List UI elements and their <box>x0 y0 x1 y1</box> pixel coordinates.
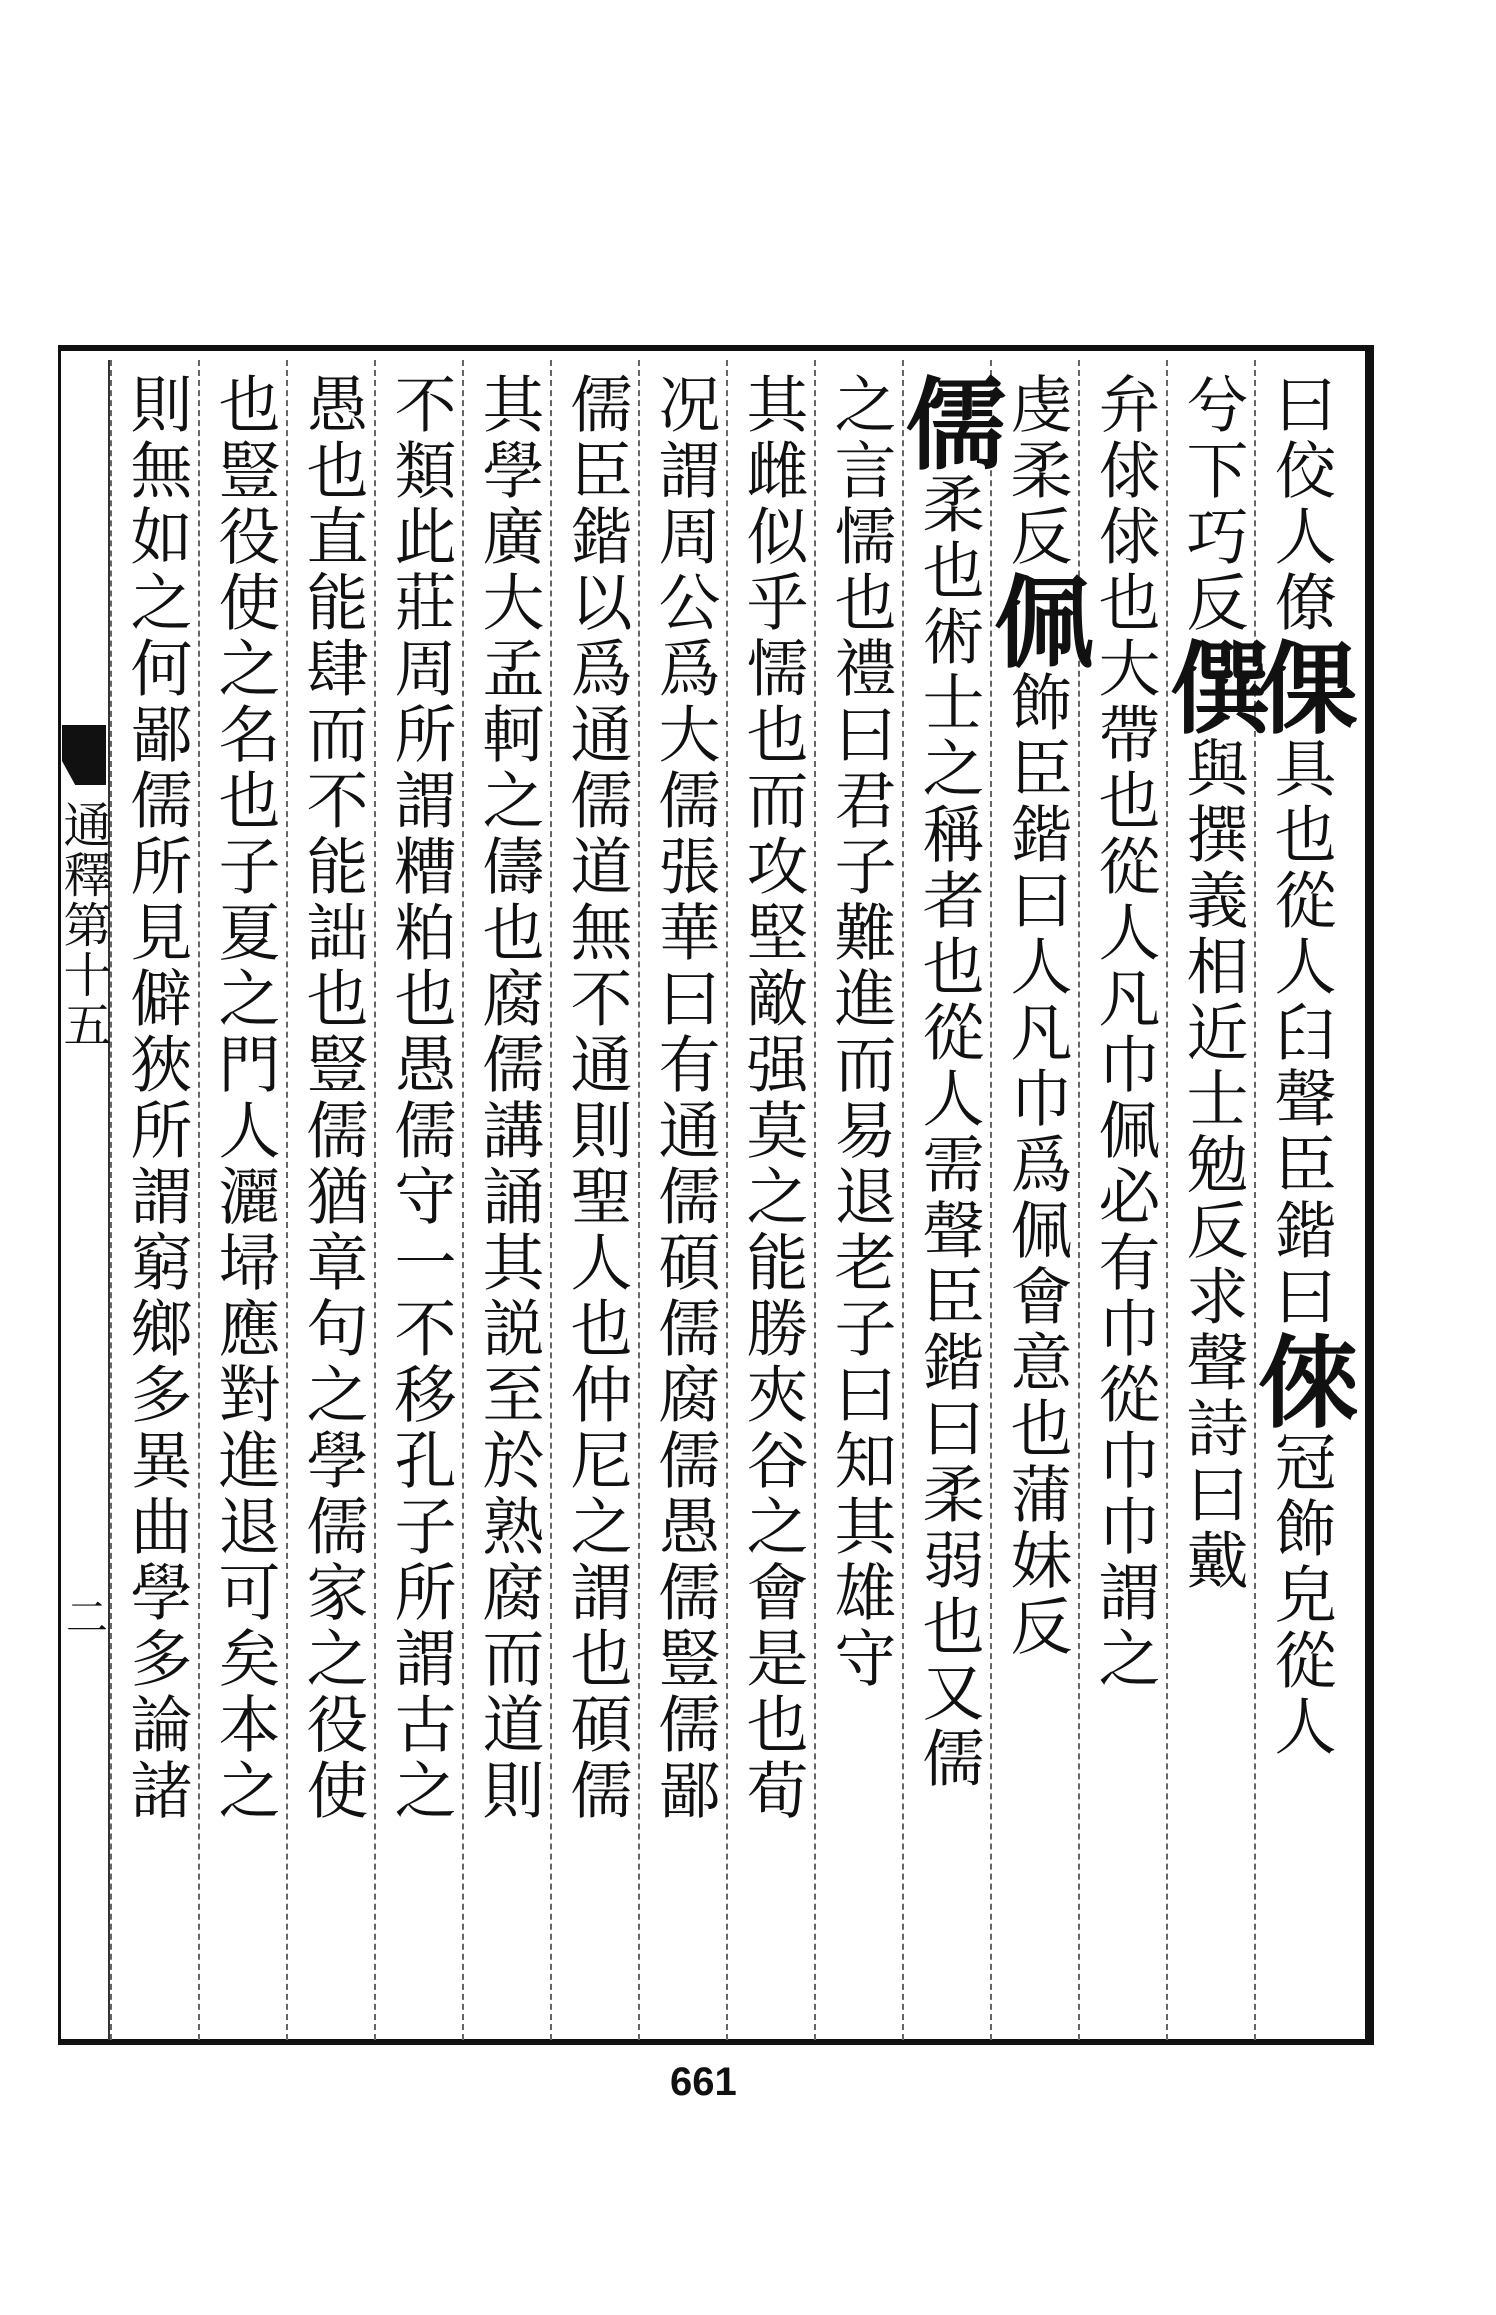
text-run: 虔柔反 <box>1000 372 1073 570</box>
fish-tail-mark <box>62 725 106 785</box>
text-run: 况謂周公爲大儒張華曰有通儒碩儒腐儒愚儒豎儒鄙 <box>648 372 721 1824</box>
headword-character: 儒 <box>889 372 1007 472</box>
text-block <box>108 360 1359 2040</box>
text-run: 兮下巧反 <box>1176 372 1249 636</box>
text-run: 其雌似乎懦也而攻堅敵强莫之能勝夾谷之會是也荀 <box>736 372 809 1824</box>
text-column <box>1153 360 1271 2040</box>
text-run: 也豎役使之名也子夏之門人灑埽應對進退可矣本之 <box>208 372 281 1824</box>
text-column <box>462 360 550 2040</box>
text-run: 冠飾皃從人 <box>1264 1430 1337 1760</box>
headword-character: 倈 <box>1241 1330 1359 1430</box>
text-run: 求聲詩曰戴 <box>1176 1264 1249 1594</box>
text-run: 與撰義相近士勉反 <box>1176 736 1249 1264</box>
text-run: 大帶也從人凡巾佩必有巾從巾巾謂之 <box>1088 636 1161 1692</box>
text-run: 不類此莊周所謂糟粕也愚儒守一不移孔子所謂古之 <box>384 372 457 1824</box>
fold-title: 通釋第十五 <box>55 800 111 1050</box>
text-run: 儒臣鍇以爲通儒道無不通則聖人也仲尼之謂也碩儒 <box>560 372 633 1824</box>
fold-margin <box>55 360 111 2040</box>
text-column <box>814 360 902 2040</box>
text-run: 具也從人𦥑聲臣鍇曰 <box>1264 736 1337 1330</box>
text-run: 弁俅俅也 <box>1088 372 1161 636</box>
text-column <box>286 360 374 2040</box>
headword-character: 佩 <box>977 570 1095 670</box>
text-column <box>110 360 198 2040</box>
text-column <box>198 360 286 2040</box>
text-run: 之言懦也禮曰君子難進而易退老子曰知其雄守 <box>824 372 897 1692</box>
text-column <box>889 360 1007 2040</box>
text-column <box>726 360 814 2040</box>
text-run: 愚也直能肆而不能詘也豎儒猶章句之學儒家之役使 <box>296 372 369 1824</box>
text-run: 柔也術士之稱者也從人需聲臣鍇曰柔弱也又儒 <box>912 472 985 1792</box>
page-number: 661 <box>670 2060 737 2104</box>
text-column <box>977 360 1095 2040</box>
text-column <box>638 360 726 2040</box>
text-column <box>550 360 638 2040</box>
text-run: 曰佼人僚 <box>1264 372 1337 636</box>
headword-character: 倮 <box>1241 636 1359 736</box>
fold-folio-number: 二 <box>60 1595 109 1637</box>
text-column <box>374 360 462 2040</box>
headword-character: 僎 <box>1153 636 1271 736</box>
text-run: 飾臣鍇曰人凡巾爲佩會意也蒲妹反 <box>1000 670 1073 1660</box>
text-run: 則無如之何鄙儒所見僻狹所謂窮鄉多異曲學多論諸 <box>120 372 193 1824</box>
text-run: 其學廣大孟軻之儔也腐儒講誦其説至於熟腐而道則 <box>472 372 545 1824</box>
text-column <box>1241 360 1359 2040</box>
